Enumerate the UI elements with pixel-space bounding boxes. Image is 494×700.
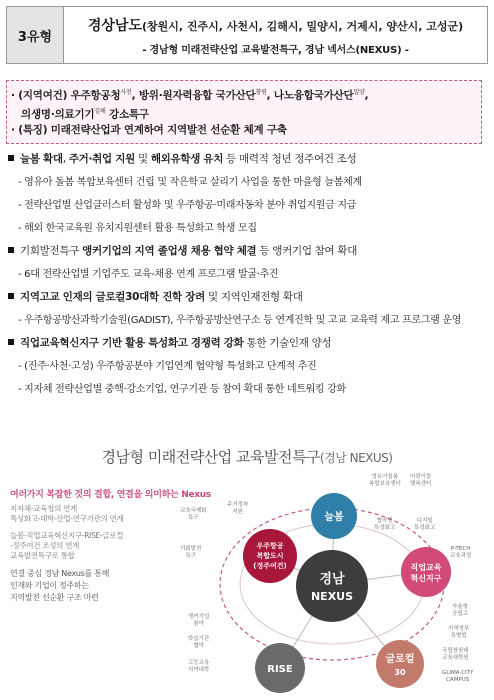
node-rise-label: RISE — [267, 664, 293, 675]
bullet-square-icon — [8, 339, 14, 345]
bullet-1 — [8, 152, 486, 167]
bullet-bold: 주거·취업 지원 — [68, 153, 135, 165]
bullet-list — [8, 150, 486, 397]
center-label-1: 경남 — [319, 572, 345, 587]
bullet-1-sub-1: - 영유아 돌봄 복합보육센터 건립 및 작은학교 살리기 사업을 통한 마을형 늘봄체계 — [18, 177, 362, 188]
region-name: 경상남도 — [87, 17, 142, 34]
bullet-text: 등 앵커기업 참여 확대 — [256, 245, 358, 257]
bullet-1-sub-2: - 전략산업별 산업클러스터 활성화 및 우주항공·미래자동차 분야 취업지원금 지급 — [18, 200, 357, 211]
node-glocal-label: 글로컬 — [385, 654, 415, 665]
diagram-left-2: 늘봄-직업교육혁신지구-RISE-글로컬 -정주여건 조성의 연계 교육발전특구로 통합 — [10, 531, 124, 560]
summary-sup: 밀양 — [353, 89, 365, 96]
nexus-diagram — [2, 446, 492, 700]
summary-sup: 김해 — [94, 107, 106, 115]
summary-text: 강소특구 — [105, 108, 149, 120]
summary-line-1 — [11, 85, 481, 104]
bullet-text: 기회발전특구 — [20, 245, 83, 257]
summary-sup: 사천 — [120, 89, 132, 96]
region-subtitle: - 경남형 미래전략산업 교육발전특구, 경남 넥서스(NEXUS) - — [142, 44, 409, 56]
diagram-left-3: 연결 중심 경남 Nexus를 통해 인재와 기업이 정주하는 지역발전 선순환 구조 마련 — [10, 569, 110, 602]
node-glocal-sub: 30 — [394, 668, 406, 677]
header-main — [64, 7, 487, 63]
summary-line-2 — [11, 104, 481, 123]
small-label: 협약형 특성화고 — [374, 518, 396, 531]
bullet-square-icon — [8, 247, 14, 253]
bullet-2 — [8, 244, 486, 259]
header-box — [6, 6, 488, 64]
region-title — [88, 15, 463, 35]
node-aero-label-1: 우주항공 — [256, 542, 284, 550]
bullet-bold: 앵커기업의 지역 졸업생 채용 협약 체결 — [82, 245, 257, 257]
small-label: 국립창원대 교육대학원 — [442, 648, 469, 661]
node-aero-label-3: (정주여건) — [253, 562, 287, 570]
small-label: 지역정부 특별법 — [448, 626, 470, 639]
node-vocational-district — [401, 547, 451, 597]
summary-box — [6, 80, 482, 144]
small-label: 고등교육 지역대학 — [188, 660, 210, 673]
small-label: 주거정착 지원 — [227, 502, 249, 515]
bullet-4-sub-1: - (진주·사천·고성) 우주항공분야 기업연계 협약형 특성화고 단계적 추진 — [18, 361, 317, 372]
summary-text: 의생명·의료기기 — [21, 108, 95, 120]
bullet-3 — [8, 290, 486, 305]
summary-text: , — [364, 89, 369, 102]
node-neulbom-label: 늘봄 — [324, 512, 344, 523]
bullet-1-sub-3: - 해외 한국교육원 유치지원센터 활용 특성화고 학생 모집 — [18, 223, 257, 234]
bullet-bold: 지역고교 인재의 글로컬30대학 진학 장려 — [20, 291, 205, 303]
summary-text: , 나노융합국가산단 — [266, 89, 354, 102]
small-label: 교육국제화 특구 — [180, 508, 207, 521]
bullet-4 — [8, 336, 486, 351]
summary-text: · (지역여건) 우주항공청 — [11, 89, 121, 102]
bullet-bold: 늘봄 확대 — [20, 153, 63, 165]
type-badge: 3유형 — [7, 7, 64, 63]
node-voc-label-2: 혁신지구 — [410, 574, 442, 583]
summary-sup: 창원 — [255, 89, 267, 96]
small-label: GLIMA·CITY CAMPUS — [442, 670, 474, 683]
small-label: 기회발전 특구 — [180, 546, 202, 559]
small-label: 학습기관 협약 — [188, 636, 210, 649]
small-label: 영유아돌봄 복합보육센터 — [369, 474, 401, 487]
small-label: 자율형 공립고 — [452, 604, 468, 617]
center-label-2: NEXUS — [310, 590, 354, 603]
small-label: 디지털 특성화고 — [414, 518, 436, 531]
small-label: 어린이들 행복센터 — [410, 474, 432, 487]
node-voc-label-1: 직업교육 — [410, 563, 442, 572]
summary-text: , 방위·원자력융합 국가산단 — [131, 89, 256, 102]
diagram-left-1: 지자체-교육청의 연계 특성화고-대학-산업-연구기관의 연계 — [10, 504, 124, 523]
diagram-title-text: 경남형 미래전략산업 교육발전특구 — [101, 448, 320, 466]
small-label: P-TECH 교육과정 — [450, 546, 472, 559]
bullet-bold: 해외유학생 유치 — [150, 153, 224, 165]
bullet-2-sub-1: - 6대 전략산업별 기업주도 교육-채용 연계 프로그램 발굴·추진 — [18, 269, 279, 280]
bullet-text: 통한 기술인재 양성 — [243, 337, 332, 349]
node-aero-label-2: 복합도시 — [256, 552, 284, 560]
bullet-text: , — [62, 153, 69, 165]
bullet-square-icon — [8, 293, 14, 299]
bullet-text: 등 매력적 청년 정주여건 조성 — [223, 153, 357, 165]
region-cities: (창원시, 진주시, 사천시, 김해시, 밀양시, 거제시, 양산시, 고성군) — [141, 19, 464, 33]
bullet-square-icon — [8, 155, 14, 161]
bullet-text: 및 지역인재전형 확대 — [204, 291, 303, 303]
diagram-subtitle-text: 여러가지 복잡한 것의 결합, 연결을 의미하는 Nexus — [10, 490, 211, 500]
bullet-4-sub-2: - 지자체 전략산업별 중핵·강소기업, 연구기관 등 참여 확대 통한 네트워킹 강화 — [18, 384, 347, 395]
bullet-bold: 직업교육혁신지구 기반 활용 특성화고 경쟁력 강화 — [20, 337, 244, 349]
bullet-3-sub-1: - 우주항공방산과학기술원(GADIST), 우주항공방산연구소 등 연계진학 및 고교 교육력 제고 프로그램 운영 — [18, 315, 462, 326]
summary-line-3: · (특징) 미래전략산업과 연계하여 지역발전 선순환 체계 구축 — [11, 124, 287, 136]
small-label: 앵커기업 참여 — [188, 614, 210, 627]
bullet-text: 및 — [134, 153, 151, 165]
diagram-title-paren: (경남 NEXUS) — [319, 451, 393, 465]
